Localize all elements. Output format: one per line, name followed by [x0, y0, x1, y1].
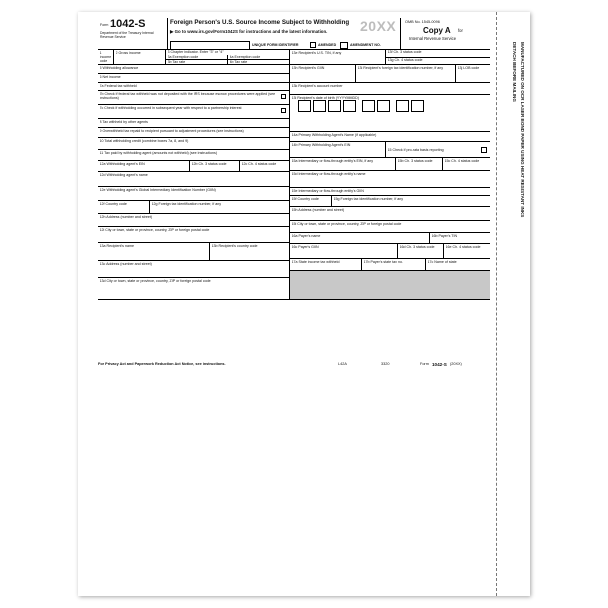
- box-16d-label: 16d Ch. 3 status code: [399, 245, 435, 249]
- form-id-block: [98, 18, 168, 50]
- box-15f-country-code[interactable]: [290, 196, 332, 207]
- box-12g-label: 12g Foreign tax identification number, if any: [151, 202, 222, 206]
- box-16b-label: 16b Payer's TIN: [431, 234, 458, 238]
- box-13a-recipient-name[interactable]: [98, 243, 210, 261]
- box-3b-label: 3b Tax rate: [167, 60, 186, 65]
- box-17a-label: 17a State income tax withheld: [291, 260, 340, 264]
- box-14a-label: 14a Primary Withholding Agent's Name (if applicable): [291, 133, 377, 137]
- dob-digit-box[interactable]: [313, 100, 326, 112]
- box-15b-ch3-status[interactable]: [396, 158, 443, 171]
- box-16e-ch4-status[interactable]: [444, 244, 490, 259]
- box-15-label: 15 Check if pro-rata basis reporting: [387, 148, 444, 152]
- box-12b-label: 12b Ch. 3 status code: [191, 162, 227, 166]
- unique-id-field[interactable]: [170, 41, 250, 50]
- box-15i-label: 15i City or town, state or province, country, ZIP or foreign postal code: [291, 222, 402, 226]
- box-15b-label: 15b Ch. 3 status code: [397, 159, 433, 163]
- box-15g-foreign-tin[interactable]: [332, 196, 490, 207]
- box-13j-lob-code[interactable]: [456, 65, 490, 83]
- box-17c-label: 17c Name of state: [427, 260, 457, 264]
- department-label: Department of the Treasury Internal Revenue Service: [100, 31, 154, 39]
- box-13b-recipient-country[interactable]: [210, 243, 290, 261]
- box-1-label: 1 Income code: [99, 51, 112, 64]
- box-5-label: 5 Withholding allowance: [99, 66, 139, 70]
- omb-number: OMB No. 1545-0096: [405, 20, 440, 24]
- box-6-label: 6 Net income: [99, 75, 121, 79]
- form-1042s: [98, 18, 490, 362]
- box-13l-date-of-birth: [290, 95, 490, 132]
- dob-digit-box[interactable]: [328, 100, 341, 112]
- box-15h-intermediary-address[interactable]: [290, 207, 490, 221]
- form-title: Foreign Person's U.S. Source Income Subject to Withholding: [170, 19, 350, 26]
- amendment-no-label: AMENDMENT NO.: [350, 43, 381, 47]
- box-16c-payer-giin[interactable]: [290, 244, 398, 259]
- box-13e-label: 13e Recipient's U.S. TIN, if any: [291, 51, 342, 55]
- amendment-no-field[interactable]: [340, 42, 348, 49]
- amended-label: AMENDED: [318, 43, 337, 47]
- footer-number: 3320: [381, 362, 390, 366]
- box-5-withholding-allowance[interactable]: [98, 65, 290, 74]
- box-7b-checkbox[interactable]: [281, 94, 286, 99]
- box-12h-label: 12h Address (number and street): [99, 215, 153, 219]
- form-prefix: Form: [100, 23, 109, 27]
- box-13h-recipient-giin[interactable]: [290, 65, 356, 83]
- box-16e-label: 16e Ch. 4 status code: [445, 245, 481, 249]
- box-12g-foreign-tin[interactable]: [150, 201, 290, 214]
- box-13j-label: 13j LOB code: [457, 66, 480, 70]
- box-7a-label: 7a Federal tax withheld: [99, 84, 137, 88]
- box-13l-label: 13l Recipient's date of birth (YYYYMMDD): [291, 96, 359, 100]
- box-14b-primary-agent-ein[interactable]: [290, 142, 386, 158]
- box-3a-label: 3a Exemption code: [167, 55, 199, 60]
- box-17a-state-tax-withheld[interactable]: [290, 259, 362, 271]
- box-7c-subsequent-year: [98, 105, 290, 119]
- dob-digit-box[interactable]: [343, 100, 356, 112]
- form-footer: [98, 362, 490, 370]
- box-12i-label: 12i City or town, state or province, country, ZIP or foreign postal code: [99, 228, 210, 232]
- footer-code: L42A: [338, 362, 347, 366]
- box-13g-ch4-status[interactable]: [386, 58, 490, 66]
- box-13f-ch3-status[interactable]: [386, 50, 490, 58]
- dob-digit-box[interactable]: [298, 100, 311, 112]
- box-11-tax-paid[interactable]: [98, 150, 290, 161]
- box-7b-escrow: [98, 91, 290, 105]
- box-3-label: 3 Chapter indicator. Enter "3" or "4": [167, 50, 224, 55]
- box-15-pro-rata: [386, 142, 490, 158]
- box-7b-label: 7b Check if federal tax withheld was not deposited with the IRS because escrow procedures were applied (see instructions): [99, 92, 276, 101]
- footer-form-label: Form: [420, 362, 429, 366]
- box-17b-label: 17b Payer's state tax no.: [363, 260, 403, 264]
- box-2-gross-income[interactable]: [114, 50, 166, 65]
- box-13d-recipient-city[interactable]: [98, 278, 290, 300]
- box-12e-agent-giin[interactable]: [98, 187, 290, 201]
- box-12i-agent-city[interactable]: [98, 227, 290, 243]
- box-13i-label: 13i Recipient's foreign tax identification number, if any: [357, 66, 444, 70]
- box-16b-payer-tin[interactable]: [430, 233, 490, 244]
- box-13d-label: 13d City or town, state or province, country, ZIP or foreign postal code: [99, 279, 211, 283]
- box-15a-label: 15a Intermediary or flow-through entity's EIN, if any: [291, 159, 374, 163]
- box-15a-intermediary-ein[interactable]: [290, 158, 396, 171]
- box-15d-intermediary-name[interactable]: [290, 171, 490, 188]
- box-2-label: 2 Gross income: [115, 51, 141, 55]
- amended-checkbox[interactable]: [310, 42, 316, 48]
- privacy-notice: For Privacy Act and Paperwork Reduction Act Notice, see instructions.: [98, 362, 226, 366]
- box-16a-payer-name[interactable]: [290, 233, 430, 244]
- box-14a-primary-agent-name[interactable]: [290, 132, 490, 142]
- manufactured-text: MANUFACTURED ON OCR LASER BOND PAPER USING HEAT RESISTANT INKS: [520, 42, 525, 218]
- box-1-income-code[interactable]: [98, 50, 114, 65]
- copy-label: Copy A: [423, 26, 451, 35]
- box-13g-label: 13g Ch. 4 status code: [387, 57, 423, 62]
- box-15e-intermediary-giin[interactable]: [290, 188, 490, 196]
- box-13k-account-number[interactable]: [290, 83, 490, 95]
- box-7c-label: 7c Check if withholding occurred in subsequent year with respect to a partnership interest: [99, 106, 242, 110]
- box-7c-checkbox[interactable]: [281, 108, 286, 113]
- box-8-label: 8 Tax withheld by other agents: [99, 120, 148, 124]
- box-16c-label: 16c Payer's GIIN: [291, 245, 319, 249]
- footer-year: (20XX): [450, 362, 462, 366]
- omb-block: [400, 18, 490, 50]
- box-15g-label: 15g Foreign tax identification number, if any: [333, 197, 404, 201]
- box-13k-label: 13k Recipient's account number: [291, 84, 343, 88]
- dob-digit-box[interactable]: [396, 100, 409, 112]
- box-17b-payer-state-tax-no[interactable]: [362, 259, 426, 271]
- form-number: 1042-S: [110, 18, 146, 30]
- box-15c-label: 15c Ch. 4 status code: [444, 159, 480, 163]
- box-13c-label: 13c Address (number and street): [99, 262, 152, 266]
- box-12f-label: 12f Country code: [99, 202, 127, 206]
- box-15c-ch4-status[interactable]: [443, 158, 490, 171]
- box-12a-label: 12a Withholding agent's EIN: [99, 162, 145, 166]
- box-12c-ch4-status[interactable]: [240, 161, 290, 172]
- box-11-label: 11 Tax paid by withholding agent (amounts not withheld) (see instructions): [99, 151, 218, 155]
- box-17c-name-of-state[interactable]: [426, 259, 490, 271]
- box-4a-label: 4a Exemption code: [229, 55, 261, 60]
- unique-id-label: UNIQUE FORM IDENTIFIER: [252, 43, 299, 47]
- box-15e-label: 15e Intermediary or flow-through entity's GIIN: [291, 189, 364, 193]
- form-header: [98, 18, 490, 50]
- box-15d-label: 15d Intermediary or flow-through entity's name: [291, 172, 366, 176]
- identifier-row: [170, 41, 400, 50]
- box-12f-country-code[interactable]: [98, 201, 150, 214]
- box-10-total-credit[interactable]: [98, 138, 290, 150]
- box-15i-intermediary-city[interactable]: [290, 221, 490, 233]
- box-6-net-income[interactable]: [98, 74, 290, 83]
- box-12c-label: 12c Ch. 4 status code: [241, 162, 277, 166]
- dob-digit-box[interactable]: [377, 100, 390, 112]
- box-9-overwithheld-tax[interactable]: [98, 128, 290, 138]
- box-13e-recipient-tin[interactable]: [290, 50, 386, 65]
- shaded-area: [290, 271, 490, 300]
- copy-suffix: for: [458, 28, 463, 33]
- box-12e-label: 12e Withholding agent's Global Intermediary Identification Number (GIIN): [99, 188, 216, 192]
- box-13h-label: 13h Recipient's GIIN: [291, 66, 325, 70]
- box-4b-label: 4b Tax rate: [229, 60, 248, 65]
- box-14b-label: 14b Primary Withholding Agent's EIN: [291, 143, 351, 147]
- box-12d-label: 12d Withholding agent's name: [99, 173, 148, 177]
- box-15h-label: 15h Address (number and street): [291, 208, 345, 212]
- box-13i-recipient-foreign-tin[interactable]: [356, 65, 456, 83]
- box-13b-label: 13b Recipient's country code: [211, 244, 258, 248]
- box-9-label: 9 Overwithheld tax repaid to recipient pursuant to adjustment procedures (see instructions): [99, 129, 244, 133]
- box-15f-label: 15f Country code: [291, 197, 319, 201]
- form-year: 20XX: [360, 18, 397, 34]
- instruction-line: ▶ Go to www.irs.gov/Form1042S for instructions and the latest information.: [170, 29, 328, 34]
- box-10-label: 10 Total withholding credit (combine boxes 7a, 8, and 9): [99, 139, 189, 143]
- box-12h-agent-address[interactable]: [98, 214, 290, 227]
- box-12d-agent-name[interactable]: [98, 172, 290, 187]
- copy-for: Internal Revenue Service: [409, 36, 457, 41]
- footer-form-number: 1042-S: [432, 361, 447, 367]
- box-16a-label: 16a Payer's name: [291, 234, 321, 238]
- box-16d-ch3-status[interactable]: [398, 244, 444, 259]
- box-12b-ch3-status[interactable]: [190, 161, 240, 172]
- box-13f-label: 13f Ch. 3 status code: [387, 50, 422, 55]
- box-13a-label: 13a Recipient's name: [99, 244, 134, 248]
- box-12a-agent-ein[interactable]: [98, 161, 190, 172]
- box-7a-federal-tax-withheld[interactable]: [98, 83, 290, 91]
- box-13c-recipient-address[interactable]: [98, 261, 290, 278]
- box-8-tax-withheld-other[interactable]: [98, 119, 290, 128]
- box-15-checkbox[interactable]: [481, 147, 487, 153]
- dob-digit-box[interactable]: [411, 100, 424, 112]
- detach-strip: [496, 12, 530, 596]
- detach-text: DETACH BEFORE MAILING: [512, 42, 517, 102]
- dob-digit-box[interactable]: [362, 100, 375, 112]
